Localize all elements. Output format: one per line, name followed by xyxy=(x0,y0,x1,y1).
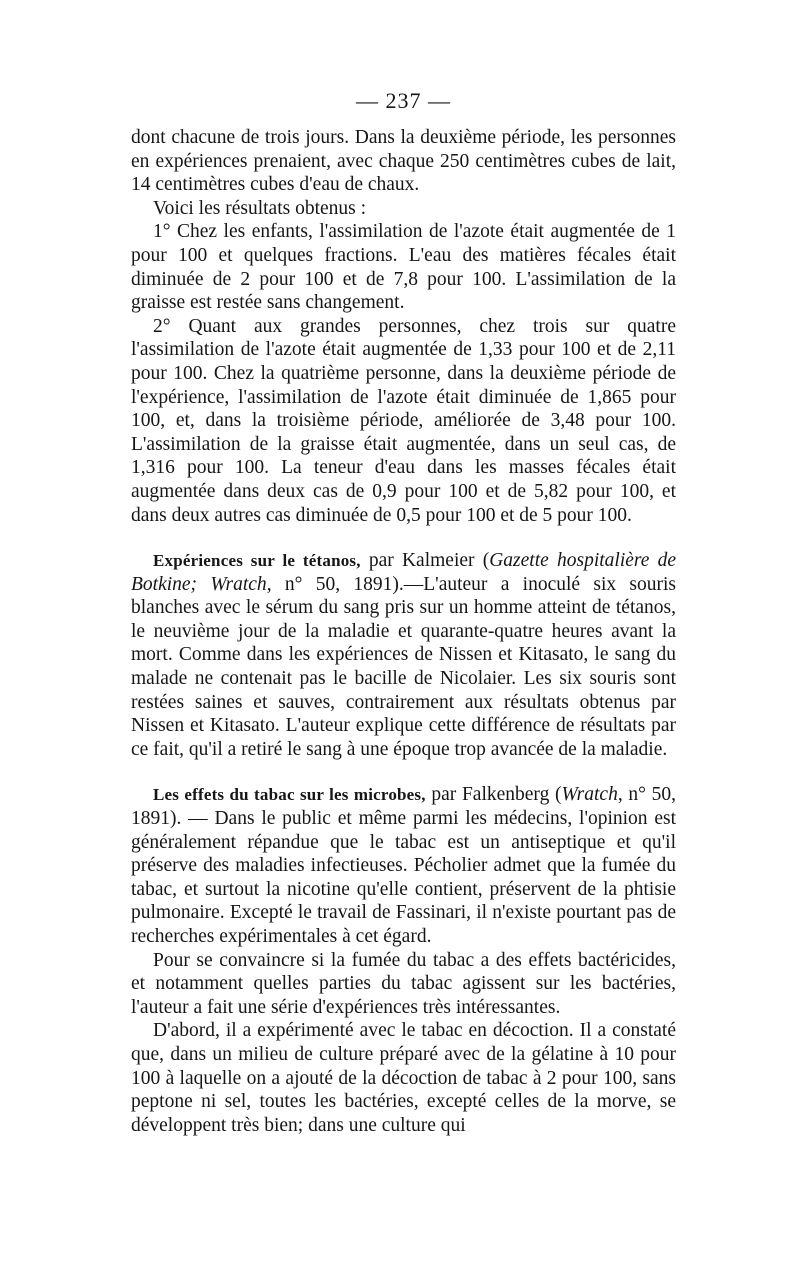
section-tabac xyxy=(131,783,676,948)
section-tabac-citation: , n° 50, 1891). xyxy=(131,784,676,830)
section-tetanos-body: —L'auteur a inoculé six souris blanches avec le sérum du sang pris sur un homme atteint de tétanos, le neuvième jour de la maladie et quarante-quatre heures avant la mort. Comme dans les expériences de Nissen et Kitasato, le sang du malade ne contenait pas le bacille de Nicolaier. Les six souris sont restées saines et sauves, contrairement aux résultats obtenus par Nissen et Kitasato. L'auteur explique cette différence de résultats par ce fait, qu'il a retiré le sang à une époque trop avancée de la maladie. xyxy=(131,573,677,760)
section-tabac-author: par Falkenberg ( xyxy=(425,784,562,806)
section-tetanos-heading: Expériences sur le tétanos, xyxy=(153,551,361,571)
paragraph-continuation: dont chacune de trois jours. Dans la deuxième période, les personnes en expériences prenaient, avec chaque 250 centimètres cubes de lait, 14 centimètres cubes d'eau de chaux. xyxy=(131,127,676,196)
section-tabac-heading: Les effets du tabac sur les microbes, xyxy=(153,785,426,805)
section-tabac-journal: Wratch xyxy=(561,784,618,806)
paragraph-results-adults: 2° Quant aux grandes personnes, chez trois sur quatre l'assimilation de l'azote était augmentée de 1,33 pour 100 et de 2,11 pour 100. Chez la quatrième personne, dans la deuxième période de l'expérience, l'assimilation de l'azote était diminuée de 1,865 pour 100, et, dans la troisième période, améliorée de 3,48 pour 100. L'assimilation de la graisse était augmentée, dans un seul cas, de 1,316 pour 100. La teneur d'eau dans les masses fécales était augmentée dans deux cas de 0,9 pour 100 et de 5,82 pour 100, et dans deux autres cas diminuée de 0,5 pour 100 et de 5 pour 100. xyxy=(131,315,676,526)
book-page xyxy=(131,88,676,1137)
section-tetanos xyxy=(131,549,676,761)
section-tabac-paragraph-3: D'abord, il a expérimenté avec le tabac en décoction. Il a constaté que, dans un milieu de culture préparé avec de la gélatine à 10 pour 100 à laquelle on a ajouté de la décoction de tabac à 2 pour 100, sans peptone ni sel, toutes les bactéries, excepté celles de la morve, se développent très bien; dans une culture qui xyxy=(131,1020,676,1136)
section-tetanos-journal: Gazette hospitalière de Botkine; Wratch xyxy=(131,550,677,595)
section-tetanos-author: par Kalmeier ( xyxy=(360,550,490,572)
section-tabac-body: — Dans le public et même parmi les médecins, l'opinion est généralement répandue que le tabac est un antiseptique et qu'il préserve des maladies infectieuses. Pécholier admet que la fumée du tabac, et surtout la nicotine qu'elle contient, préservent de la phtisie pulmonaire. Excepté le travail de Fassinari, il n'existe pourtant pas de recherches expérimentales à cet égard. xyxy=(131,808,676,947)
paragraph-results-intro: Voici les résultats obtenus : xyxy=(153,197,367,219)
section-tabac-paragraph-2: Pour se convaincre si la fumée du tabac a des effets bactéricides, et notamment quelles parties du tabac agissent sur les bactéries, l'auteur a fait une série d'expériences très intéressantes. xyxy=(131,949,676,1018)
section-tetanos-citation: , n° 50, 1891). xyxy=(266,573,404,595)
page-number: — 237 — xyxy=(356,88,451,113)
paragraph-results-children: 1° Chez les enfants, l'assimilation de l'azote était augmentée de 1 pour 100 et quelques fractions. L'eau des matières fécales était diminuée de 2 pour 100 et de 7,8 pour 100. L'assimilation de la graisse est restée sans changement. xyxy=(131,221,676,314)
